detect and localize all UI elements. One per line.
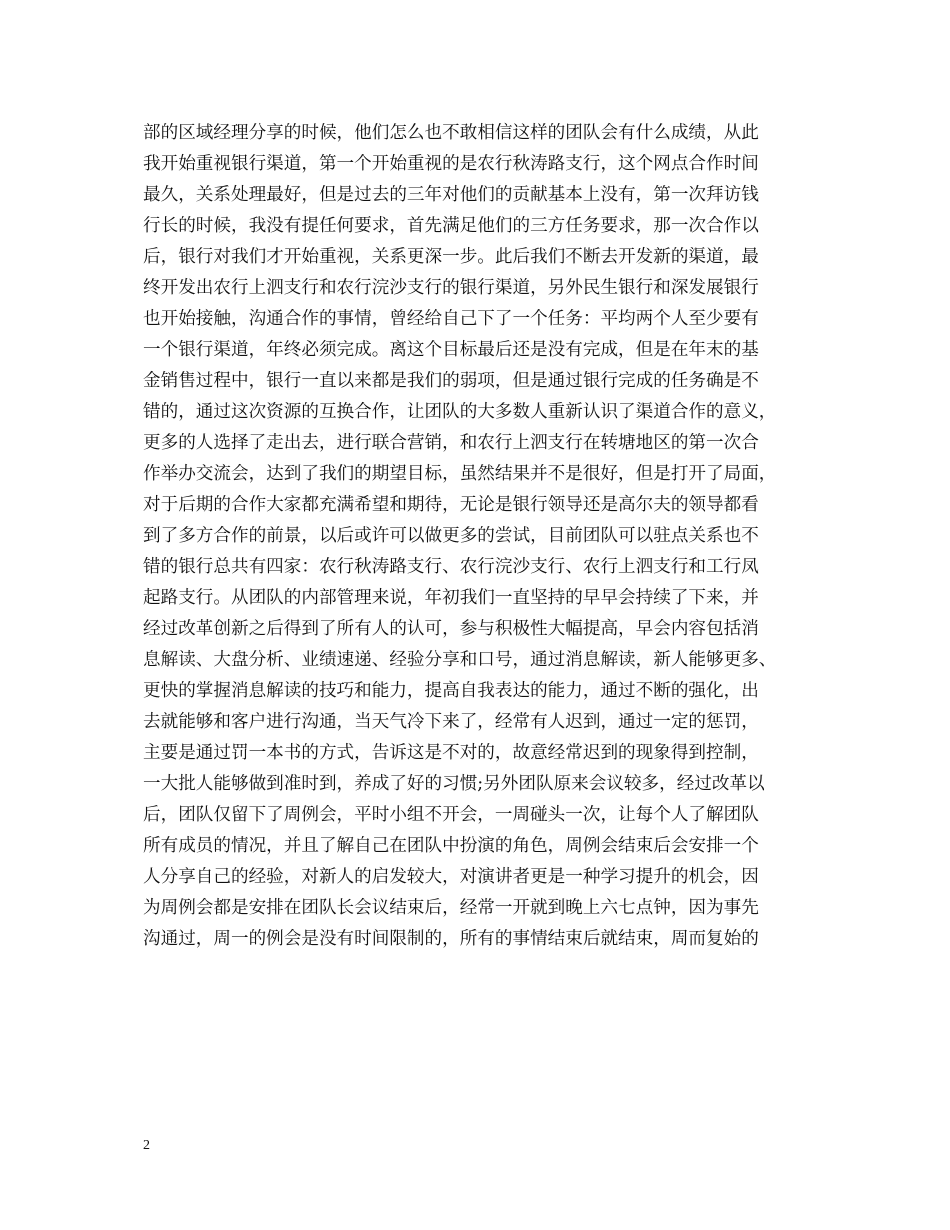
text-line: 所有成员的情况，并且了解自己在团队中扮演的角色，周例会结束后会安排一个	[143, 836, 759, 856]
text-line: 金销售过程中，银行一直以来都是我们的弱项，但是通过银行完成的任务确是不	[143, 371, 759, 391]
text-line: 息解读、大盘分析、业绩速递、经验分享和口号，通过消息解读，新人能够更多、	[143, 650, 777, 670]
text-line: 部的区域经理分享的时候，他们怎么也不敢相信这样的团队会有什么成绩，从此	[143, 123, 759, 143]
text-line: 更多的人选择了走出去，进行联合营销，和农行上泗支行在转塘地区的第一次合	[143, 433, 759, 453]
text-line: 后，银行对我们才开始重视，关系更深一步。此后我们不断去开发新的渠道，最	[143, 247, 759, 267]
text-line: 我开始重视银行渠道，第一个开始重视的是农行秋涛路支行，这个网点合作时间	[143, 154, 759, 174]
text-line: 一个银行渠道，年终必须完成。离这个目标最后还是没有完成，但是在年末的基	[143, 340, 759, 360]
text-line: 也开始接触，沟通合作的事情，曾经给自己下了一个任务：平均两个人至少要有	[143, 309, 759, 329]
text-line: 对于后期的合作大家都充满希望和期待，无论是银行领导还是高尔夫的领导都看	[143, 495, 759, 515]
text-line: 到了多方合作的前景，以后或许可以做更多的尝试，目前团队可以驻点关系也不	[143, 526, 759, 546]
text-line: 行长的时候，我没有提任何要求，首先满足他们的三方任务要求，那一次合作以	[143, 216, 759, 236]
text-line: 作举办交流会，达到了我们的期望目标，虽然结果并不是很好，但是打开了局面，	[143, 464, 777, 484]
text-line: 最久，关系处理最好，但是过去的三年对他们的贡献基本上没有，第一次拜访钱	[143, 185, 759, 205]
text-line: 错的银行总共有四家：农行秋涛路支行、农行浣沙支行、农行上泗支行和工行凤	[143, 557, 759, 577]
text-line: 人分享自己的经验，对新人的启发较大，对演讲者更是一种学习提升的机会，因	[143, 867, 759, 887]
body-paragraph	[143, 118, 808, 955]
text-line: 后，团队仅留下了周例会，平时小组不开会，一周碰头一次，让每个人了解团队	[143, 805, 759, 825]
text-line: 更快的掌握消息解读的技巧和能力，提高自我表达的能力，通过不断的强化，出	[143, 681, 759, 701]
text-line: 起路支行。从团队的内部管理来说，年初我们一直坚持的早早会持续了下来，并	[143, 588, 759, 608]
text-line: 经过改革创新之后得到了所有人的认可，参与积极性大幅提高，早会内容包括消	[143, 619, 759, 639]
text-line: 沟通过，周一的例会是没有时间限制的，所有的事情结束后就结束，周而复始的	[143, 929, 759, 949]
text-line: 去就能够和客户进行沟通，当天气冷下来了，经常有人迟到，通过一定的惩罚，	[143, 712, 759, 732]
text-line: 主要是通过罚一本书的方式，告诉这是不对的，故意经常迟到的现象得到控制，	[143, 743, 759, 763]
text-line: 终开发出农行上泗支行和农行浣沙支行的银行渠道，另外民生银行和深发展银行	[143, 278, 759, 298]
text-line: 为周例会都是安排在团队长会议结束后，经常一开就到晚上六七点钟，因为事先	[143, 898, 759, 918]
text-line: 一大批人能够做到准时到，养成了好的习惯;另外团队原来会议较多，经过改革以	[143, 774, 765, 794]
text-line: 错的，通过这次资源的互换合作，让团队的大多数人重新认识了渠道合作的意义，	[143, 402, 777, 422]
page-number: 2	[143, 1138, 150, 1153]
